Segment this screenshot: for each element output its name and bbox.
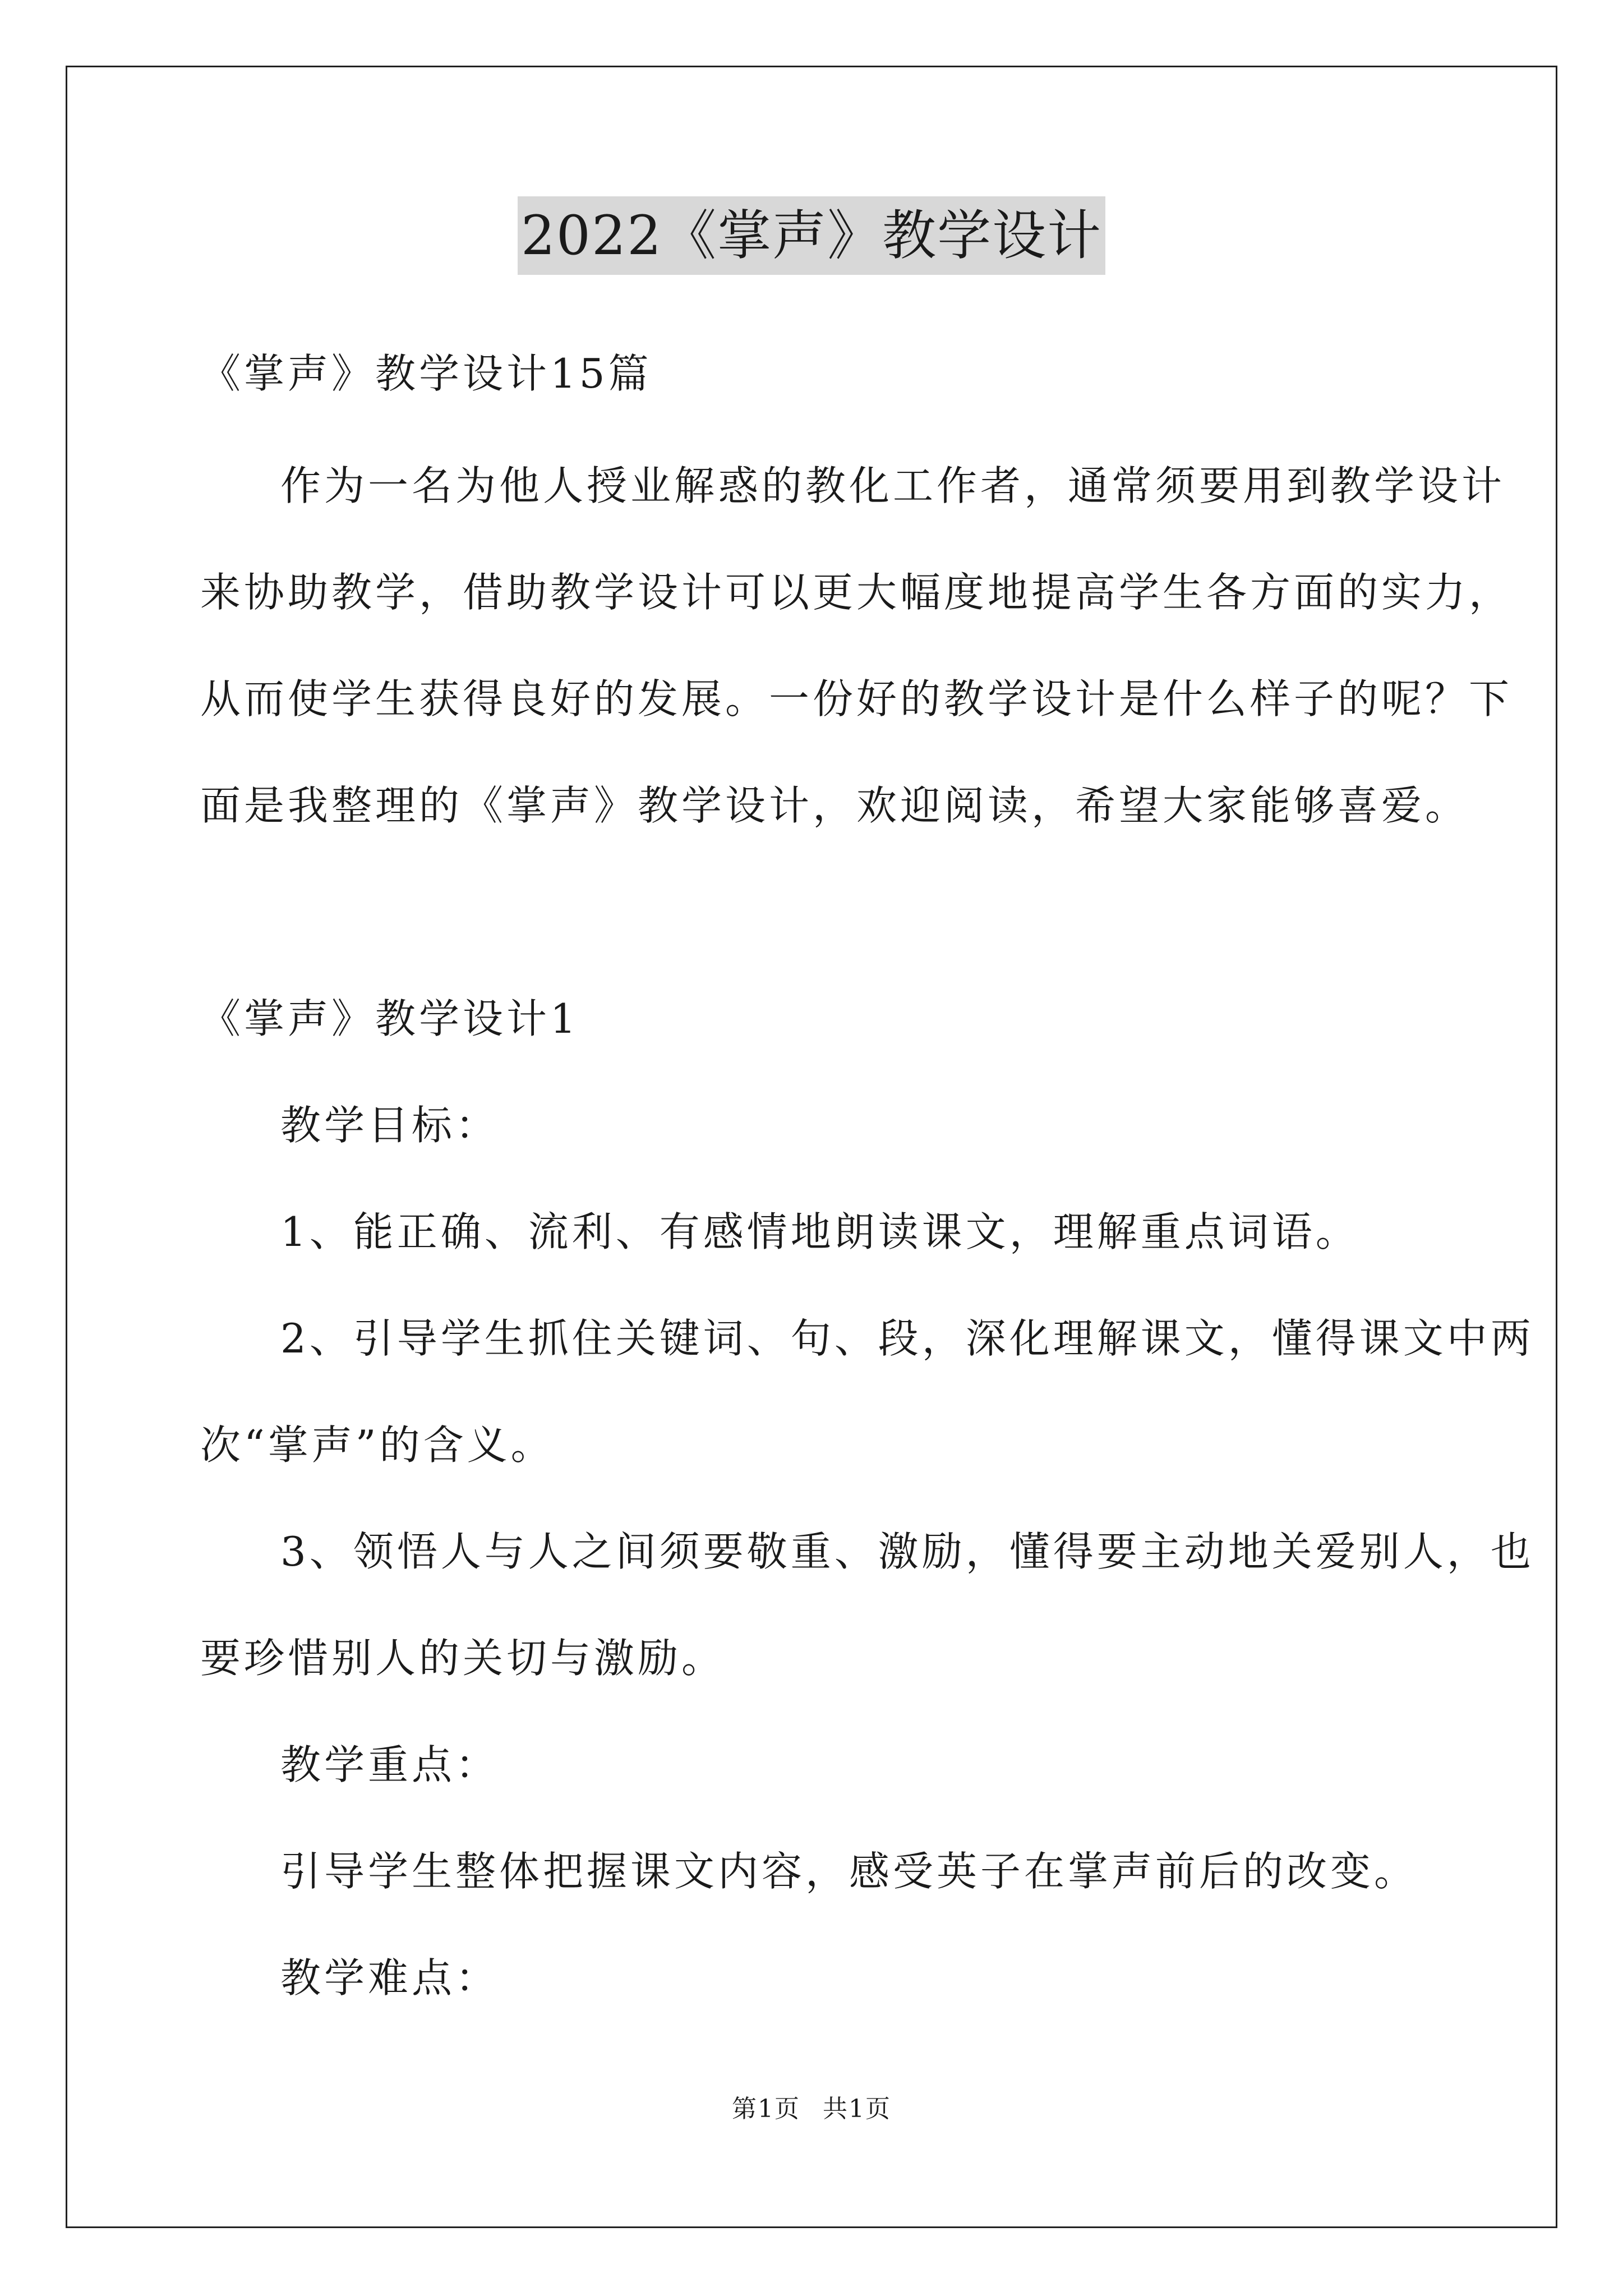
difficulty-label: 教学难点： bbox=[280, 1954, 500, 2001]
goal-3-line-1: 3、领悟人与人之间须要敬重、激励，懂得要主动地关爱别人，也 bbox=[280, 1528, 1534, 1575]
intro-line-1: 作为一名为他人授业解惑的教化工作者，通常须要用到教学设计 bbox=[280, 462, 1506, 509]
intro-line-3: 从而使学生获得良好的发展。一份好的教学设计是什么样子的呢？下 bbox=[200, 675, 1513, 723]
page-number-current: 第1页 bbox=[732, 2095, 800, 2123]
document-title: 2022《掌声》教学设计 bbox=[518, 196, 1105, 275]
key-text: 引导学生整体把握课文内容，感受英子在掌声前后的改变。 bbox=[280, 1848, 1418, 1895]
document-subtitle: 《掌声》教学设计15篇 bbox=[200, 350, 652, 397]
page-number-total: 共1页 bbox=[823, 2095, 891, 2123]
goal-1: 1、能正确、流利、有感情地朗读课文，理解重点词语。 bbox=[280, 1208, 1359, 1255]
goals-label: 教学目标： bbox=[280, 1102, 500, 1149]
intro-line-2: 来协助教学，借助教学设计可以更大幅度地提高学生各方面的实力， bbox=[200, 569, 1513, 616]
key-label: 教学重点： bbox=[280, 1741, 500, 1788]
intro-line-4: 面是我整理的《掌声》教学设计，欢迎阅读，希望大家能够喜爱。 bbox=[200, 782, 1469, 829]
goal-2-line-2: 次“掌声”的含义。 bbox=[200, 1421, 555, 1469]
title-container bbox=[0, 196, 1623, 275]
page-footer bbox=[0, 2092, 1623, 2126]
section-heading: 《掌声》教学设计1 bbox=[200, 995, 579, 1042]
goal-3-line-2: 要珍惜别人的关切与激励。 bbox=[200, 1635, 726, 1682]
goal-2-line-1: 2、引导学生抓住关键词、句、段，深化理解课文，懂得课文中两 bbox=[280, 1315, 1534, 1362]
